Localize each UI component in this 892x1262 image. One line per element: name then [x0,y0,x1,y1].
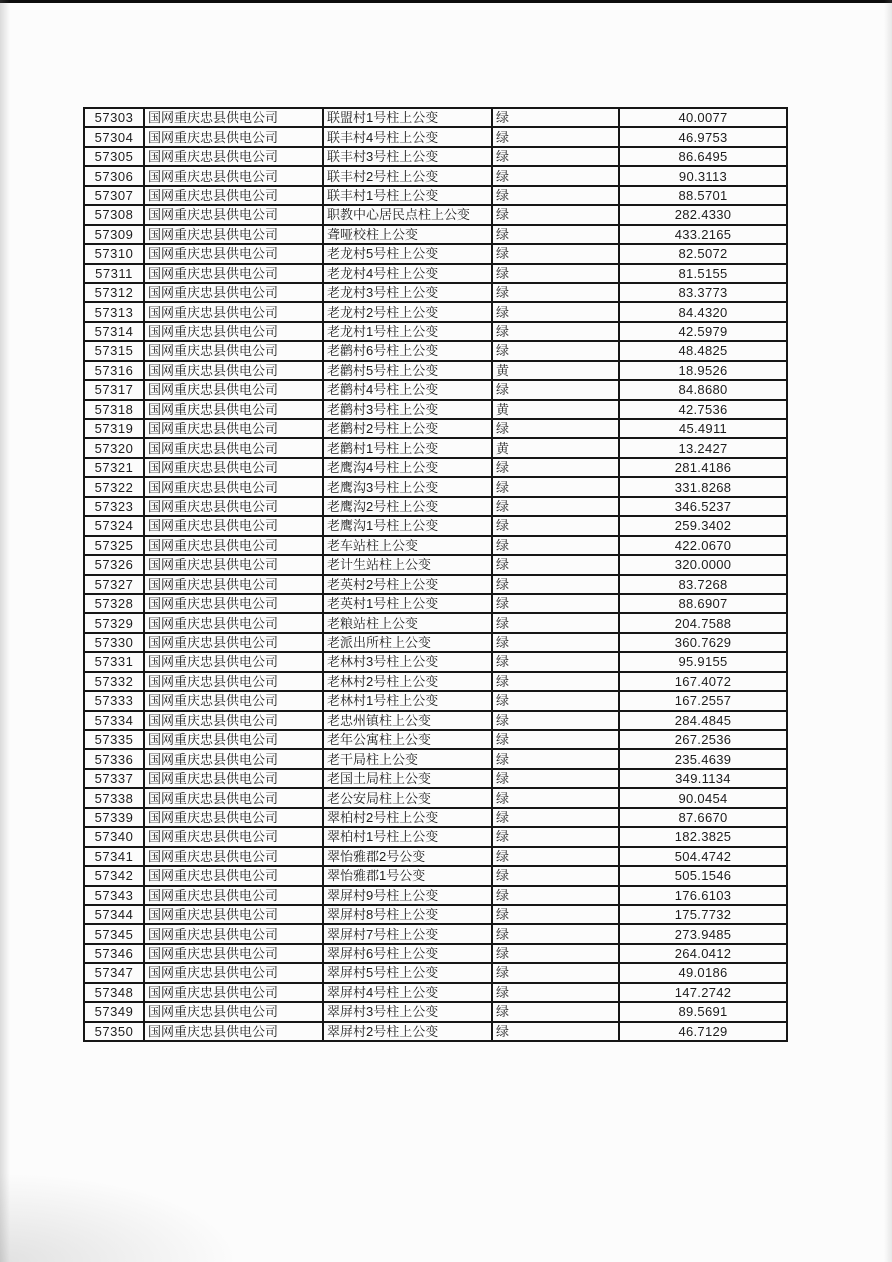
cell-status-color: 绿 [492,847,619,866]
cell-serial-number: 57318 [84,400,144,419]
cell-company-name: 国网重庆忠县供电公司 [144,730,323,749]
table-row [84,497,787,516]
cell-status-color: 绿 [492,555,619,574]
cell-capacity-value: 433.2165 [619,225,787,244]
cell-transformer-name: 职教中心居民点柱上公变 [323,205,492,224]
table-row [84,788,787,807]
cell-status-color: 绿 [492,730,619,749]
cell-serial-number: 57332 [84,672,144,691]
cell-status-color: 绿 [492,536,619,555]
cell-serial-number: 57304 [84,127,144,146]
cell-status-color: 绿 [492,108,619,127]
cell-capacity-value: 360.7629 [619,633,787,652]
cell-company-name: 国网重庆忠县供电公司 [144,166,323,185]
table-row [84,749,787,768]
cell-status-color: 黄 [492,438,619,457]
cell-transformer-name: 翠屏村7号柱上公变 [323,924,492,943]
cell-capacity-value: 18.9526 [619,361,787,380]
table-row [84,419,787,438]
cell-capacity-value: 147.2742 [619,983,787,1002]
cell-status-color: 绿 [492,963,619,982]
cell-serial-number: 57319 [84,419,144,438]
cell-capacity-value: 90.3113 [619,166,787,185]
cell-serial-number: 57334 [84,711,144,730]
cell-status-color: 绿 [492,147,619,166]
table-row [84,225,787,244]
cell-status-color: 绿 [492,283,619,302]
cell-serial-number: 57341 [84,847,144,866]
cell-capacity-value: 81.5155 [619,264,787,283]
cell-serial-number: 57333 [84,691,144,710]
cell-transformer-name: 翠屏村8号柱上公变 [323,905,492,924]
cell-transformer-name: 老鹰沟1号柱上公变 [323,516,492,535]
cell-company-name: 国网重庆忠县供电公司 [144,594,323,613]
cell-company-name: 国网重庆忠县供电公司 [144,244,323,263]
cell-transformer-name: 老粮站柱上公变 [323,613,492,632]
cell-company-name: 国网重庆忠县供电公司 [144,147,323,166]
cell-status-color: 绿 [492,788,619,807]
cell-company-name: 国网重庆忠县供电公司 [144,302,323,321]
cell-capacity-value: 176.6103 [619,886,787,905]
cell-serial-number: 57315 [84,341,144,360]
cell-transformer-name: 老忠州镇柱上公变 [323,711,492,730]
cell-serial-number: 57327 [84,575,144,594]
cell-status-color: 绿 [492,749,619,768]
table-row [84,536,787,555]
cell-company-name: 国网重庆忠县供电公司 [144,633,323,652]
cell-status-color: 绿 [492,166,619,185]
table-row [84,477,787,496]
cell-company-name: 国网重庆忠县供电公司 [144,380,323,399]
cell-status-color: 绿 [492,652,619,671]
cell-company-name: 国网重庆忠县供电公司 [144,886,323,905]
table-row [84,691,787,710]
cell-capacity-value: 13.2427 [619,438,787,457]
table-row [84,186,787,205]
cell-capacity-value: 89.5691 [619,1002,787,1021]
cell-transformer-name: 翠屏村2号柱上公变 [323,1022,492,1041]
table-row [84,516,787,535]
cell-capacity-value: 320.0000 [619,555,787,574]
cell-capacity-value: 346.5237 [619,497,787,516]
table-row [84,944,787,963]
cell-transformer-name: 老龙村5号柱上公变 [323,244,492,263]
table-row [84,905,787,924]
cell-capacity-value: 267.2536 [619,730,787,749]
cell-company-name: 国网重庆忠县供电公司 [144,983,323,1002]
cell-transformer-name: 老鹳村3号柱上公变 [323,400,492,419]
cell-transformer-name: 老林村2号柱上公变 [323,672,492,691]
cell-company-name: 国网重庆忠县供电公司 [144,672,323,691]
cell-serial-number: 57316 [84,361,144,380]
table-row [84,283,787,302]
cell-status-color: 绿 [492,341,619,360]
cell-capacity-value: 167.2557 [619,691,787,710]
cell-company-name: 国网重庆忠县供电公司 [144,963,323,982]
cell-capacity-value: 42.7536 [619,400,787,419]
cell-serial-number: 57310 [84,244,144,263]
cell-serial-number: 57328 [84,594,144,613]
cell-capacity-value: 349.1134 [619,769,787,788]
cell-transformer-name: 老鹰沟4号柱上公变 [323,458,492,477]
cell-serial-number: 57337 [84,769,144,788]
cell-status-color: 绿 [492,380,619,399]
cell-capacity-value: 282.4330 [619,205,787,224]
cell-transformer-name: 老龙村1号柱上公变 [323,322,492,341]
cell-transformer-name: 翠怡雅郡1号公变 [323,866,492,885]
cell-company-name: 国网重庆忠县供电公司 [144,555,323,574]
cell-transformer-name: 老鹳村5号柱上公变 [323,361,492,380]
cell-capacity-value: 331.8268 [619,477,787,496]
cell-status-color: 绿 [492,769,619,788]
cell-transformer-name: 翠屏村3号柱上公变 [323,1002,492,1021]
cell-capacity-value: 87.6670 [619,808,787,827]
cell-status-color: 绿 [492,594,619,613]
table-row [84,1022,787,1041]
table-row [84,555,787,574]
cell-capacity-value: 175.7732 [619,905,787,924]
cell-capacity-value: 204.7588 [619,613,787,632]
cell-serial-number: 57309 [84,225,144,244]
cell-status-color: 绿 [492,516,619,535]
cell-serial-number: 57330 [84,633,144,652]
cell-status-color: 绿 [492,264,619,283]
cell-company-name: 国网重庆忠县供电公司 [144,516,323,535]
cell-status-color: 绿 [492,886,619,905]
cell-capacity-value: 90.0454 [619,788,787,807]
cell-company-name: 国网重庆忠县供电公司 [144,711,323,730]
cell-status-color: 绿 [492,672,619,691]
cell-status-color: 绿 [492,322,619,341]
cell-transformer-name: 老干局柱上公变 [323,749,492,768]
cell-serial-number: 57329 [84,613,144,632]
cell-transformer-name: 翠怡雅郡2号公变 [323,847,492,866]
table-row [84,847,787,866]
table-row [84,1002,787,1021]
cell-company-name: 国网重庆忠县供电公司 [144,924,323,943]
scan-shadow-bottom [0,1172,240,1262]
cell-company-name: 国网重庆忠县供电公司 [144,458,323,477]
cell-transformer-name: 老计生站柱上公变 [323,555,492,574]
cell-serial-number: 57305 [84,147,144,166]
cell-company-name: 国网重庆忠县供电公司 [144,477,323,496]
cell-serial-number: 57350 [84,1022,144,1041]
table-row [84,575,787,594]
table-row [84,380,787,399]
cell-status-color: 绿 [492,691,619,710]
cell-transformer-name: 老鹰沟3号柱上公变 [323,477,492,496]
cell-transformer-name: 老鹳村1号柱上公变 [323,438,492,457]
cell-company-name: 国网重庆忠县供电公司 [144,361,323,380]
cell-capacity-value: 281.4186 [619,458,787,477]
cell-status-color: 黄 [492,400,619,419]
cell-company-name: 国网重庆忠县供电公司 [144,575,323,594]
cell-transformer-name: 老派出所柱上公变 [323,633,492,652]
cell-capacity-value: 49.0186 [619,963,787,982]
cell-company-name: 国网重庆忠县供电公司 [144,283,323,302]
table-row [84,594,787,613]
cell-serial-number: 57306 [84,166,144,185]
cell-serial-number: 57313 [84,302,144,321]
cell-company-name: 国网重庆忠县供电公司 [144,788,323,807]
cell-company-name: 国网重庆忠县供电公司 [144,186,323,205]
cell-transformer-name: 老鹳村2号柱上公变 [323,419,492,438]
table-row [84,633,787,652]
cell-transformer-name: 联丰村1号柱上公变 [323,186,492,205]
table-row [84,672,787,691]
cell-status-color: 绿 [492,186,619,205]
cell-status-color: 绿 [492,1022,619,1041]
cell-serial-number: 57307 [84,186,144,205]
cell-company-name: 国网重庆忠县供电公司 [144,497,323,516]
cell-company-name: 国网重庆忠县供电公司 [144,613,323,632]
table-container [83,107,786,1042]
cell-capacity-value: 42.5979 [619,322,787,341]
cell-serial-number: 57347 [84,963,144,982]
cell-status-color: 绿 [492,419,619,438]
cell-serial-number: 57338 [84,788,144,807]
cell-capacity-value: 86.6495 [619,147,787,166]
cell-company-name: 国网重庆忠县供电公司 [144,205,323,224]
cell-company-name: 国网重庆忠县供电公司 [144,847,323,866]
cell-company-name: 国网重庆忠县供电公司 [144,322,323,341]
table-row [84,147,787,166]
cell-serial-number: 57321 [84,458,144,477]
table-row [84,983,787,1002]
cell-status-color: 绿 [492,127,619,146]
cell-capacity-value: 284.4845 [619,711,787,730]
cell-company-name: 国网重庆忠县供电公司 [144,127,323,146]
table-row [84,205,787,224]
cell-capacity-value: 273.9485 [619,924,787,943]
cell-transformer-name: 老龙村4号柱上公变 [323,264,492,283]
cell-capacity-value: 235.4639 [619,749,787,768]
cell-capacity-value: 48.4825 [619,341,787,360]
table-row [84,400,787,419]
cell-status-color: 绿 [492,944,619,963]
cell-company-name: 国网重庆忠县供电公司 [144,944,323,963]
cell-company-name: 国网重庆忠县供电公司 [144,808,323,827]
table-row [84,924,787,943]
cell-company-name: 国网重庆忠县供电公司 [144,769,323,788]
cell-status-color: 绿 [492,1002,619,1021]
cell-transformer-name: 聋哑校柱上公变 [323,225,492,244]
table-row [84,438,787,457]
cell-capacity-value: 422.0670 [619,536,787,555]
cell-status-color: 绿 [492,633,619,652]
cell-capacity-value: 259.3402 [619,516,787,535]
cell-capacity-value: 264.0412 [619,944,787,963]
cell-transformer-name: 老龙村3号柱上公变 [323,283,492,302]
cell-capacity-value: 83.3773 [619,283,787,302]
cell-serial-number: 57336 [84,749,144,768]
table-row [84,827,787,846]
cell-company-name: 国网重庆忠县供电公司 [144,400,323,419]
cell-capacity-value: 505.1546 [619,866,787,885]
table-body [84,108,787,1041]
table-row [84,730,787,749]
cell-capacity-value: 83.7268 [619,575,787,594]
cell-capacity-value: 504.4742 [619,847,787,866]
cell-transformer-name: 老鹳村6号柱上公变 [323,341,492,360]
cell-company-name: 国网重庆忠县供电公司 [144,866,323,885]
cell-capacity-value: 182.3825 [619,827,787,846]
cell-status-color: 绿 [492,477,619,496]
cell-transformer-name: 老国土局柱上公变 [323,769,492,788]
cell-capacity-value: 84.8680 [619,380,787,399]
table-row [84,886,787,905]
cell-transformer-name: 翠屏村9号柱上公变 [323,886,492,905]
table-row [84,963,787,982]
cell-status-color: 绿 [492,497,619,516]
cell-transformer-name: 老鹳村4号柱上公变 [323,380,492,399]
cell-company-name: 国网重庆忠县供电公司 [144,1022,323,1041]
cell-transformer-name: 老英村2号柱上公变 [323,575,492,594]
cell-transformer-name: 老英村1号柱上公变 [323,594,492,613]
cell-capacity-value: 46.9753 [619,127,787,146]
cell-serial-number: 57344 [84,905,144,924]
cell-serial-number: 57314 [84,322,144,341]
table-row [84,322,787,341]
table-row [84,652,787,671]
cell-serial-number: 57345 [84,924,144,943]
cell-capacity-value: 88.5701 [619,186,787,205]
cell-company-name: 国网重庆忠县供电公司 [144,652,323,671]
table-row [84,264,787,283]
cell-transformer-name: 老林村3号柱上公变 [323,652,492,671]
cell-serial-number: 57303 [84,108,144,127]
cell-status-color: 绿 [492,711,619,730]
cell-capacity-value: 45.4911 [619,419,787,438]
cell-capacity-value: 88.6907 [619,594,787,613]
table-row [84,769,787,788]
cell-transformer-name: 联丰村3号柱上公变 [323,147,492,166]
cell-transformer-name: 老林村1号柱上公变 [323,691,492,710]
table-row [84,341,787,360]
table-row [84,613,787,632]
cell-transformer-name: 老公安局柱上公变 [323,788,492,807]
cell-serial-number: 57322 [84,477,144,496]
cell-serial-number: 57311 [84,264,144,283]
cell-status-color: 绿 [492,458,619,477]
cell-status-color: 黄 [492,361,619,380]
cell-capacity-value: 84.4320 [619,302,787,321]
cell-status-color: 绿 [492,866,619,885]
cell-serial-number: 57312 [84,283,144,302]
cell-serial-number: 57339 [84,808,144,827]
cell-company-name: 国网重庆忠县供电公司 [144,691,323,710]
cell-capacity-value: 167.4072 [619,672,787,691]
cell-company-name: 国网重庆忠县供电公司 [144,419,323,438]
cell-status-color: 绿 [492,808,619,827]
cell-transformer-name: 翠柏村2号柱上公变 [323,808,492,827]
cell-transformer-name: 翠屏村4号柱上公变 [323,983,492,1002]
table-row [84,808,787,827]
cell-transformer-name: 联盟村1号柱上公变 [323,108,492,127]
table-row [84,458,787,477]
cell-status-color: 绿 [492,613,619,632]
cell-company-name: 国网重庆忠县供电公司 [144,108,323,127]
cell-serial-number: 57320 [84,438,144,457]
cell-company-name: 国网重庆忠县供电公司 [144,536,323,555]
cell-serial-number: 57343 [84,886,144,905]
cell-capacity-value: 82.5072 [619,244,787,263]
cell-transformer-name: 翠屏村6号柱上公变 [323,944,492,963]
cell-status-color: 绿 [492,575,619,594]
table-row [84,361,787,380]
cell-transformer-name: 老车站柱上公变 [323,536,492,555]
scan-shadow-right [884,0,892,1262]
cell-status-color: 绿 [492,302,619,321]
cell-company-name: 国网重庆忠县供电公司 [144,264,323,283]
cell-serial-number: 57325 [84,536,144,555]
cell-serial-number: 57317 [84,380,144,399]
cell-company-name: 国网重庆忠县供电公司 [144,341,323,360]
cell-status-color: 绿 [492,827,619,846]
cell-company-name: 国网重庆忠县供电公司 [144,1002,323,1021]
cell-serial-number: 57335 [84,730,144,749]
cell-status-color: 绿 [492,983,619,1002]
cell-serial-number: 57324 [84,516,144,535]
table-row [84,302,787,321]
cell-transformer-name: 老年公寓柱上公变 [323,730,492,749]
table-row [84,244,787,263]
cell-serial-number: 57326 [84,555,144,574]
scan-edge-line [0,0,892,3]
table-row [84,108,787,127]
cell-company-name: 国网重庆忠县供电公司 [144,438,323,457]
table-row [84,127,787,146]
cell-company-name: 国网重庆忠县供电公司 [144,905,323,924]
cell-serial-number: 57348 [84,983,144,1002]
cell-serial-number: 57346 [84,944,144,963]
cell-transformer-name: 老龙村2号柱上公变 [323,302,492,321]
cell-serial-number: 57323 [84,497,144,516]
cell-transformer-name: 联丰村2号柱上公变 [323,166,492,185]
cell-transformer-name: 翠柏村1号柱上公变 [323,827,492,846]
cell-company-name: 国网重庆忠县供电公司 [144,749,323,768]
table-row [84,866,787,885]
cell-status-color: 绿 [492,244,619,263]
cell-capacity-value: 46.7129 [619,1022,787,1041]
cell-serial-number: 57342 [84,866,144,885]
scan-shadow-left [0,0,10,1262]
cell-serial-number: 57340 [84,827,144,846]
cell-serial-number: 57308 [84,205,144,224]
cell-transformer-name: 老鹰沟2号柱上公变 [323,497,492,516]
cell-status-color: 绿 [492,924,619,943]
cell-transformer-name: 翠屏村5号柱上公变 [323,963,492,982]
cell-capacity-value: 40.0077 [619,108,787,127]
cell-status-color: 绿 [492,205,619,224]
cell-status-color: 绿 [492,905,619,924]
cell-transformer-name: 联丰村4号柱上公变 [323,127,492,146]
cell-serial-number: 57349 [84,1002,144,1021]
table-row [84,711,787,730]
transformer-table [83,107,788,1042]
cell-company-name: 国网重庆忠县供电公司 [144,225,323,244]
cell-serial-number: 57331 [84,652,144,671]
cell-company-name: 国网重庆忠县供电公司 [144,827,323,846]
cell-capacity-value: 95.9155 [619,652,787,671]
cell-status-color: 绿 [492,225,619,244]
table-row [84,166,787,185]
